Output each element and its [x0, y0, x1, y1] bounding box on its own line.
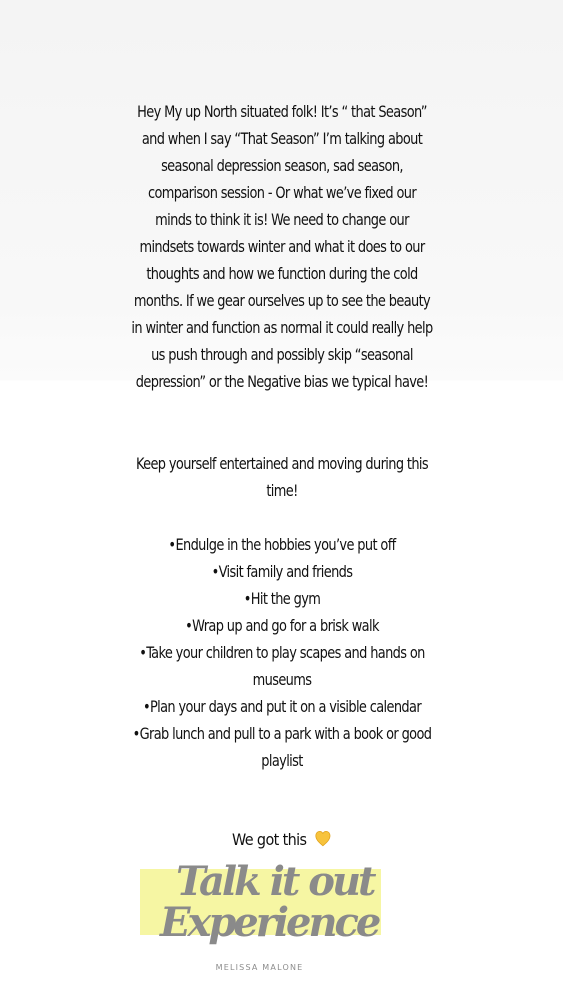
intro-paragraph: Hey My up North situated folk! It’s “ that Season” and when I say “That Season” I’m talking about seasonal depression season, sad season, comparison session - Or what we’ve fixed our minds to think it is! We need to change our mindsets towards winter and what it does to our thoughts and how we function during the cold months. If we gear ourselves up to see the beauty in winter and function as normal it could really help us push through and possibly skip “seasonal depression” or the Negative bias we typical have!: [131, 102, 433, 391]
list-item: •Take your children to play scapes and hands on museums: [139, 643, 425, 689]
closing-text: We got this: [231, 830, 307, 849]
tips-list: [129, 531, 435, 774]
logo-tagline: MELISSA MALONE: [215, 963, 304, 972]
list-item: •Grab lunch and pull to a park with a book or good playlist: [132, 724, 432, 770]
list-item: •Wrap up and go for a brisk walk: [185, 616, 379, 635]
brand-logo: [138, 858, 388, 948]
subhead-paragraph: Keep yourself entertained and moving during this time!: [135, 454, 429, 500]
list-item: •Hit the gym: [243, 589, 321, 608]
closing-line: [28, 826, 535, 853]
logo-line-experience: Experience: [160, 899, 379, 946]
list-item: •Visit family and friends: [211, 562, 353, 581]
list-item: •Endulge in the hobbies you’ve put off: [168, 535, 396, 554]
yellow-heart-icon: [314, 829, 331, 848]
logo-line-talk-it-out: Talk it out: [176, 858, 374, 905]
list-item: •Plan your days and put it on a visible calendar: [142, 697, 422, 716]
